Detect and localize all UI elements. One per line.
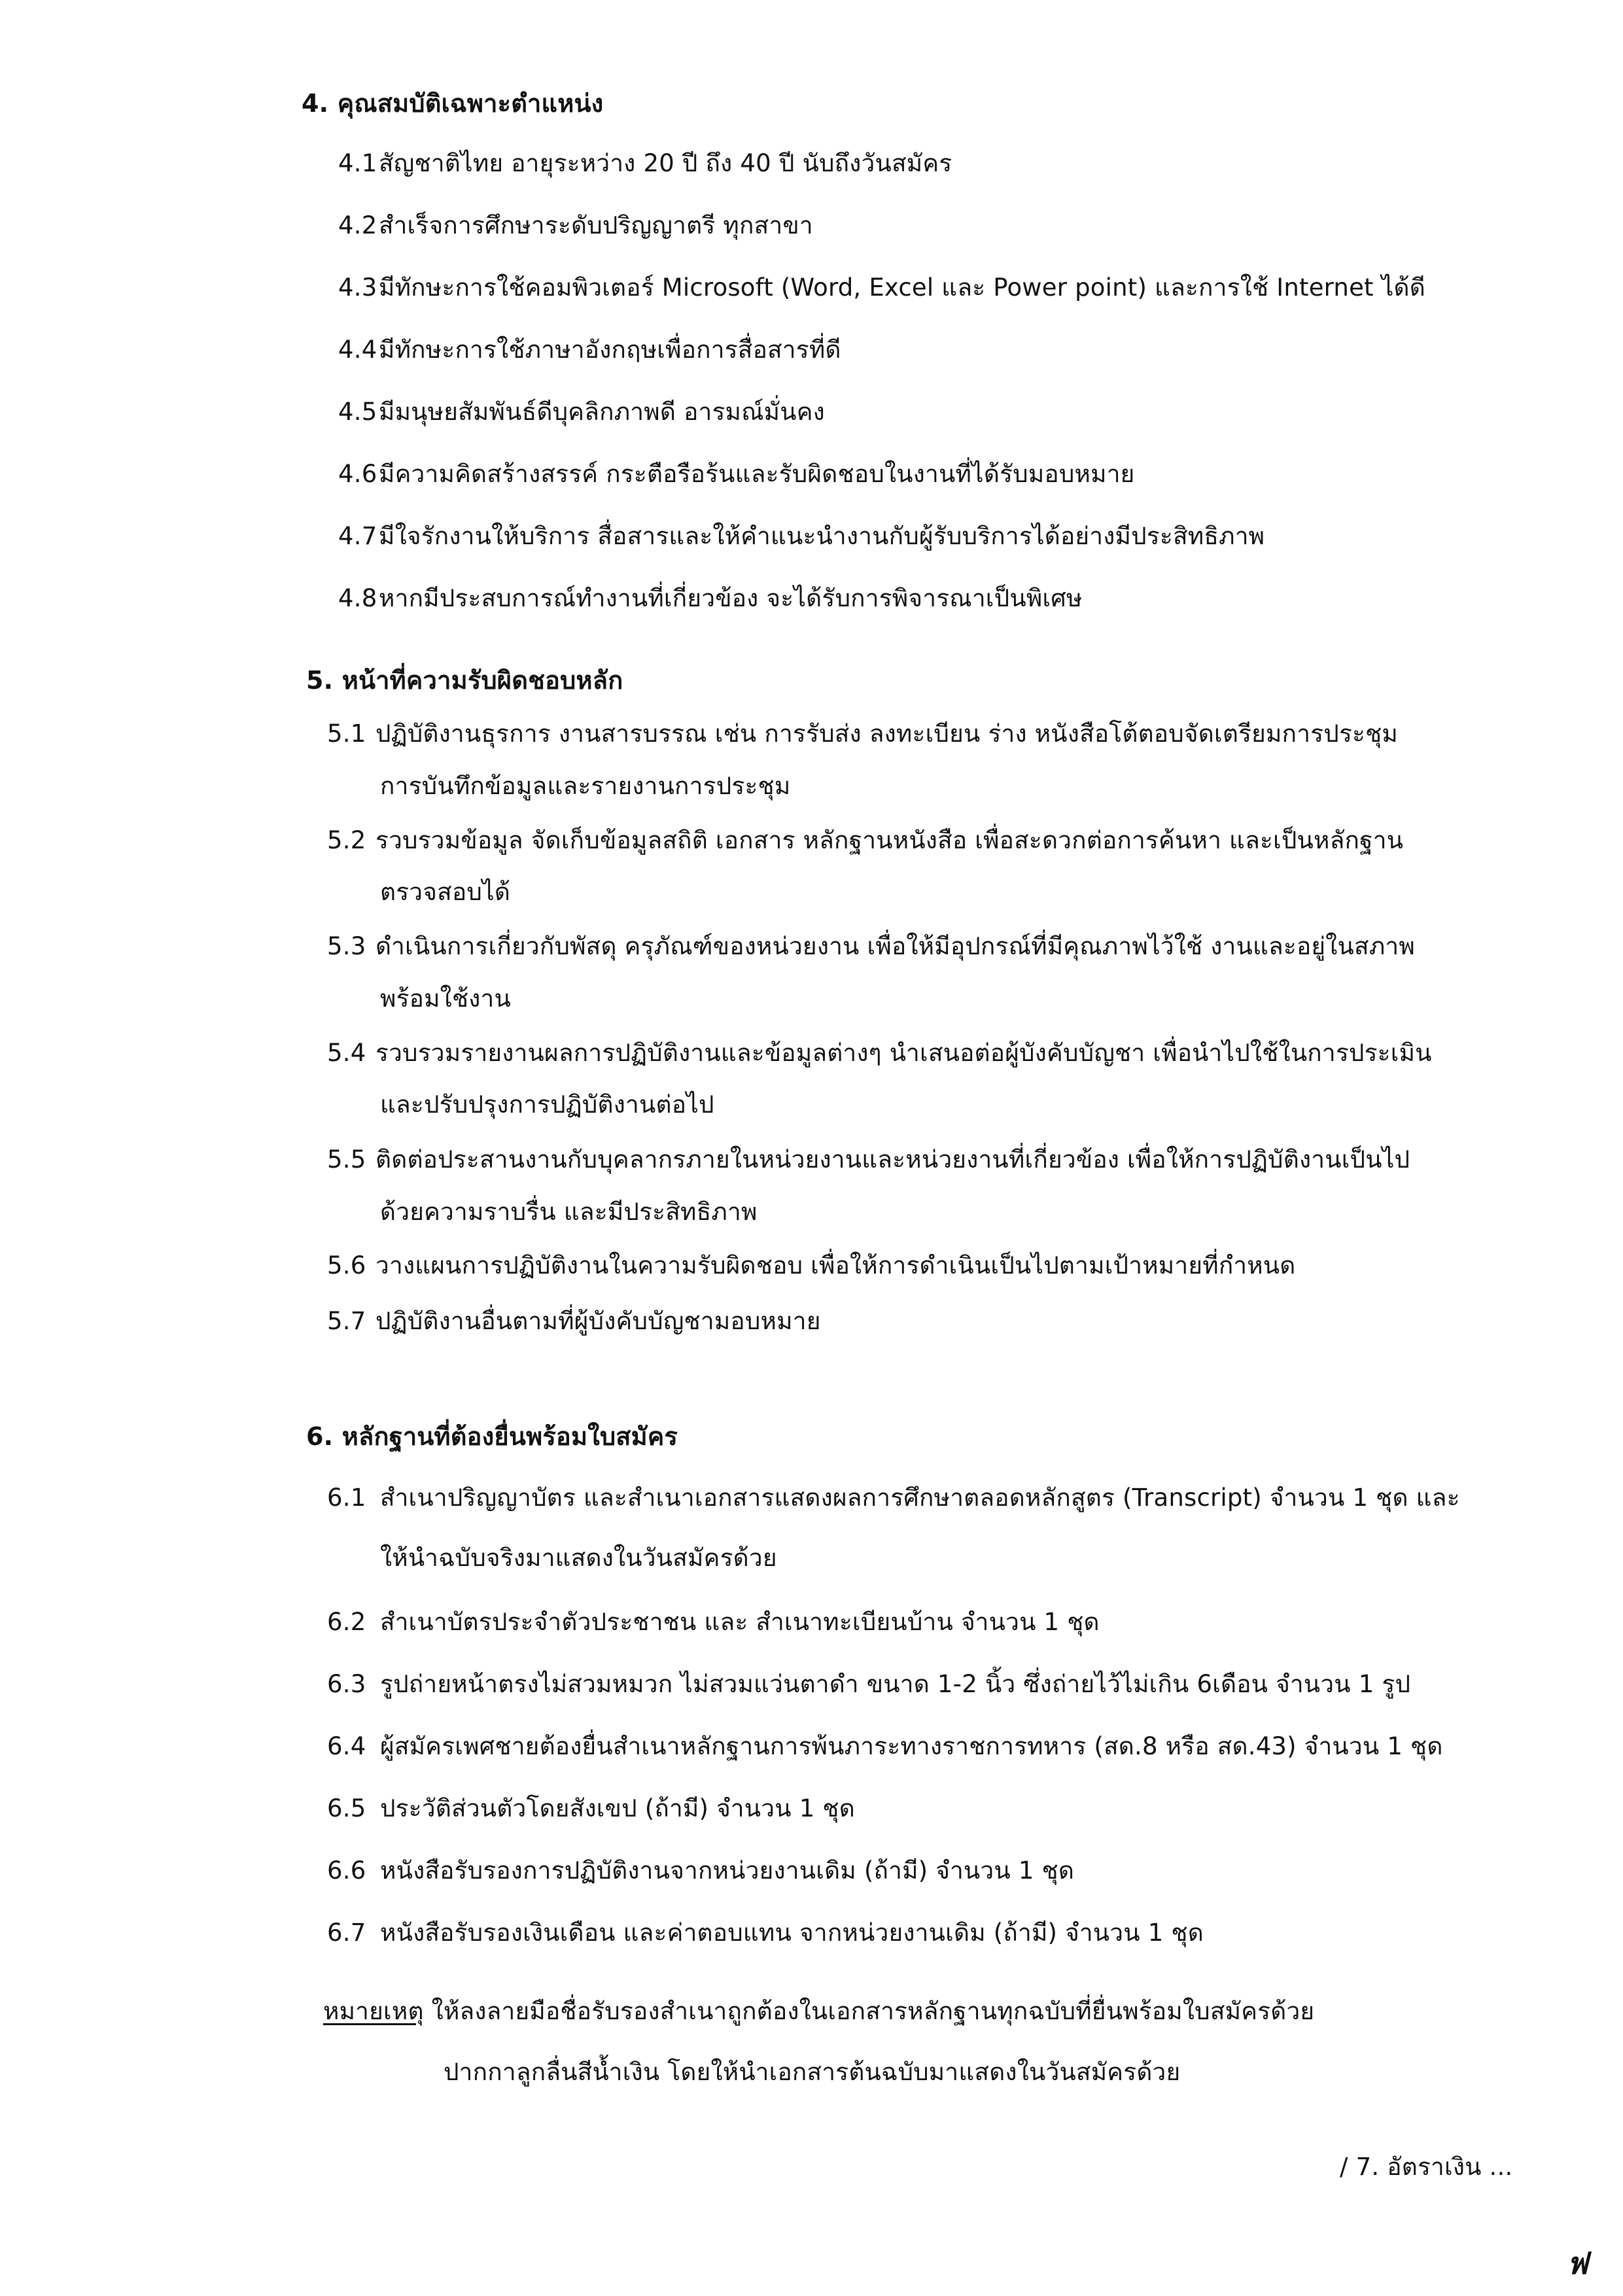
continuation-text: / 7. อัตราเงิน ... xyxy=(1340,2153,1513,2181)
list-item: 5.3 ดำเนินการเกี่ยวกับพัสดุ ครุภัณฑ์ของหน่วยงาน เพื่อให้มีอุปกรณ์ที่มีคุณภาพไว้ใช้ งานและอยู่ในสภาพ xyxy=(327,932,1415,960)
list-item: 4.7มีใจรักงานให้บริการ สื่อสารและให้คำแนะนำงานกับผู้รับบริการได้อย่างมีประสิทธิภาพ xyxy=(338,522,1265,550)
note xyxy=(323,1995,1314,2028)
list-item: 6.3 รูปถ่ายหน้าตรงไม่สวมหมวก ไม่สวมแว่นตาดำ ขนาด 1-2 นิ้ว ซึ่งถ่ายไว้ไม่เกิน 6เดือน จำนวน 1 รูป xyxy=(327,1670,1411,1698)
list-item: 4.6มีความคิดสร้างสรรค์ กระตือรือร้นและรับผิดชอบในงานที่ได้รับมอบหมาย xyxy=(338,460,1135,488)
list-item: 4.1สัญชาติไทย อายุระหว่าง 20 ปี ถึง 40 ปี นับถึงวันสมัคร xyxy=(338,149,952,177)
list-item: 6.5 ประวัติส่วนตัวโดยสังเขป (ถ้ามี) จำนวน 1 ชุด xyxy=(327,1794,855,1822)
note-text: ให้ลงลายมือชื่อรับรองสำเนาถูกต้องในเอกสารหลักฐานทุกฉบับที่ยื่นพร้อมใบสมัครด้วย xyxy=(431,1997,1315,2025)
list-item: 4.2สำเร็จการศึกษาระดับปริญญาตรี ทุกสาขา xyxy=(338,211,813,239)
list-item-continuation: ด้วยความราบรื่น และมีประสิทธิภาพ xyxy=(380,1198,758,1226)
list-item: 4.5มีมนุษยสัมพันธ์ดีบุคลิกภาพดี อารมณ์มั่นคง xyxy=(338,398,825,426)
list-item-continuation: พร้อมใช้งาน xyxy=(380,984,511,1013)
list-item: 5.4 รวบรวมรายงานผลการปฏิบัติงานและข้อมูลต่างๆ นำเสนอต่อผู้บังคับบัญชา เพื่อนำไปใช้ในการประเมิน xyxy=(327,1039,1432,1067)
list-item-continuation: การบันทึกข้อมูลและรายงานการประชุม xyxy=(380,772,791,800)
initials-mark: ฟ xyxy=(1567,2246,1588,2281)
section-5-heading: 5. หน้าที่ความรับผิดชอบหลัก xyxy=(306,666,623,695)
list-item-continuation: และปรับปรุงการปฏิบัติงานต่อไป xyxy=(380,1090,714,1119)
list-item: 6.6 หนังสือรับรองการปฏิบัติงานจากหน่วยงานเดิม (ถ้ามี) จำนวน 1 ชุด xyxy=(327,1856,1075,1885)
list-item: 5.7 ปฏิบัติงานอื่นตามที่ผู้บังคับบัญชามอบหมาย xyxy=(327,1307,821,1335)
list-item-continuation: ให้นำฉบับจริงมาแสดงในวันสมัครด้วย xyxy=(380,1544,777,1572)
list-item: 4.3มีทักษะการใช้คอมพิวเตอร์ Microsoft (Word, Excel และ Power point) และการใช้ Internet ได้ดี xyxy=(338,273,1425,302)
list-item: 5.1 ปฏิบัติงานธุรการ งานสารบรรณ เช่น การรับส่ง ลงทะเบียน ร่าง หนังสือโต้ตอบจัดเตรียมการประชุม xyxy=(327,720,1399,748)
list-item: 6.2 สำเนาบัตรประจำตัวประชาชน และ สำเนาทะเบียนบ้าน จำนวน 1 ชุด xyxy=(327,1608,1100,1636)
list-item: 6.1 สำเนาปริญญาบัตร และสำเนาเอกสารแสดงผลการศึกษาตลอดหลักสูตร (Transcript) จำนวน 1 ชุด และ xyxy=(327,1484,1460,1512)
list-item: 5.5 ติดต่อประสานงานกับบุคลากรภายในหน่วยงานและหน่วยงานที่เกี่ยวข้อง เพื่อให้การปฏิบัติงานเป็นไป xyxy=(327,1145,1410,1174)
list-item: 6.4 ผู้สมัครเพศชายต้องยื่นสำเนาหลักฐานการพ้นภาระทางราชการทหาร (สด.8 หรือ สด.43) จำนวน 1 ชุด xyxy=(327,1732,1443,1760)
list-item: 4.8หากมีประสบการณ์ทำงานที่เกี่ยวข้อง จะได้รับการพิจารณาเป็นพิเศษ xyxy=(338,584,1083,612)
section-6-heading: 6. หลักฐานที่ต้องยื่นพร้อมใบสมัคร xyxy=(306,1422,678,1451)
list-item: 5.2 รวบรวมข้อมูล จัดเก็บข้อมูลสถิติ เอกสาร หลักฐานหนังสือ เพื่อสะดวกต่อการค้นหา และเป็นหลักฐาน xyxy=(327,826,1404,854)
note-label: หมายเหตุ xyxy=(323,1997,424,2025)
list-item: 4.4มีทักษะการใช้ภาษาอังกฤษเพื่อการสื่อสารที่ดี xyxy=(338,336,841,364)
list-item-continuation: ตรวจสอบได้ xyxy=(380,878,511,906)
section-4-heading: 4. คุณสมบัติเฉพาะตำแหน่ง xyxy=(302,89,604,118)
list-item: 5.6 วางแผนการปฏิบัติงานในความรับผิดชอบ เพื่อให้การดำเนินเป็นไปตามเป้าหมายที่กำหนด xyxy=(327,1251,1296,1279)
note-continuation: ปากกาลูกลื่นสีน้ำเงิน โดยให้นำเอกสารต้นฉบับมาแสดงในวันสมัครด้วย xyxy=(444,2058,1181,2086)
list-item: 6.7 หนังสือรับรองเงินเดือน และค่าตอบแทน จากหน่วยงานเดิม (ถ้ามี) จำนวน 1 ชุด xyxy=(327,1919,1204,1947)
